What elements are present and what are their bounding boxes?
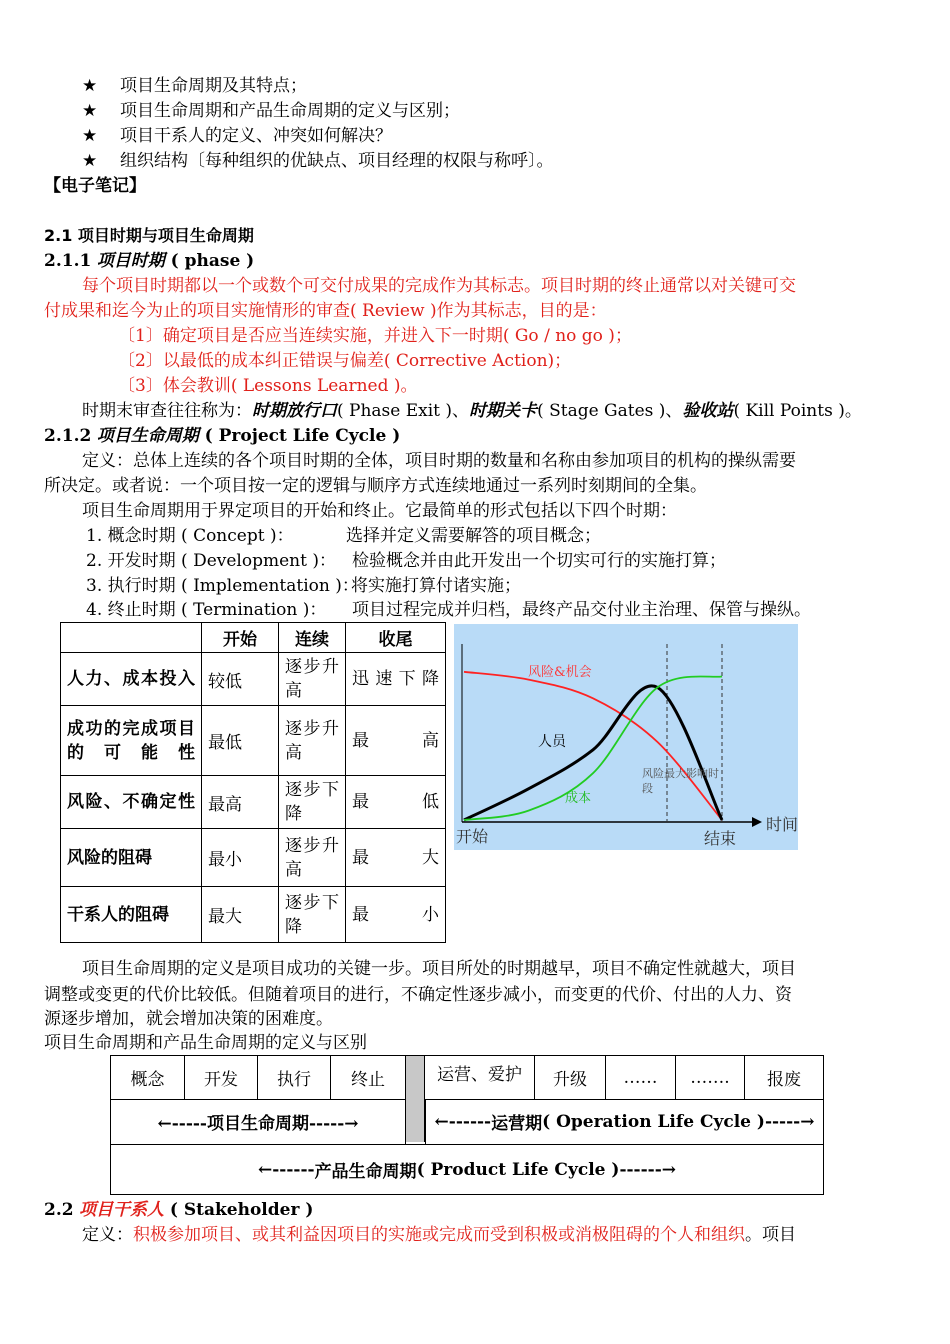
phase-item: 2. 开发时期 ( Development )： 检验概念并由此开发出一个切实可行的实施打算；: [86, 551, 726, 571]
section-2-1-1-heading: 2.1.1 项目时期 ( phase ): [44, 251, 255, 271]
phase-item: 3. 执行时期 ( Implementation )：: [86, 576, 359, 596]
product-lifecycle-cell: ←------ 产品生命周期 ( Product Life Cycle ) ------→: [257, 1159, 677, 1182]
goal-item: 〔3〕体会教训( Lessons Learned )。: [118, 376, 418, 396]
x-start-label: 开始: [456, 827, 489, 846]
lifecycle-characteristics-table: [60, 622, 446, 943]
series-label-cost: 成本: [565, 791, 592, 806]
table-header: [61, 623, 202, 653]
project-lifecycle-cell: ←-----项目生命周期-----→: [111, 1099, 406, 1144]
table-row: 成功的完成项目的可能性 最低 逐步升高 最高: [61, 706, 446, 776]
section-2-1-heading: 2.1 项目时期与项目生命周期: [44, 226, 254, 245]
table-header: 收尾: [346, 623, 446, 653]
phase-item: 1. 概念时期 ( Concept )： 选择并定义需要解答的项目概念；: [86, 526, 601, 546]
stage-cell: ……: [606, 1056, 676, 1099]
series-label-risk: 风险&机会: [528, 665, 592, 680]
table-row: 人力、成本投入 较低 逐步升高 迅速下降: [61, 653, 446, 706]
stage-cell: 终止: [331, 1056, 406, 1099]
stage-cell: 报废: [767, 1070, 801, 1090]
plc-paragraph-line2: 调整或变更的代价比较低。但随着项目的进行，不确定性逐步减小，而变更的代价、付出的人力、资: [44, 985, 792, 1005]
stage-cell: 概念: [111, 1056, 185, 1099]
table-header-row: [61, 623, 446, 653]
lifecycle-comparison-table: [110, 1055, 824, 1195]
stage-row: [111, 1056, 823, 1100]
lifecycle-chart: [454, 624, 798, 850]
x-end-label: 结束: [704, 829, 737, 848]
table-row: 风险的阻碍 最小 逐步升高 最大: [61, 829, 446, 887]
phase-definition-line2: 付成果和迄今为止的项目实施情形的审查( Review )作为其标志，目的是：: [44, 301, 607, 321]
plc-paragraph-line1: 项目生命周期的定义是项目成功的关键一步。项目所处的时期越早，项目不确定性就越大，项目: [82, 959, 796, 979]
lifecycle-row: [111, 1099, 823, 1145]
plc-paragraph-line3: 源逐步增加，就会增加决策的困难度。: [44, 1009, 333, 1029]
table-header: 连续: [279, 623, 346, 653]
phase-item-desc: 将实施打算付诸实施；: [351, 576, 521, 596]
goal-item: 〔1〕确定项目是否应当连续实施，并进入下一时期( Go / no go )；: [118, 326, 632, 346]
stakeholder-definition: 定义：积极参加项目、或其利益因项目的实施或完成而受到积极或消极阻碍的个人和组织。项目: [82, 1225, 796, 1245]
x-axis-label: 时间: [766, 815, 798, 834]
plc-definition-line1: 定义：总体上连续的各个项目时期的全体，项目时期的数量和名称由参加项目的机构的操纵需要: [82, 451, 796, 471]
stage-cell: 执行: [258, 1056, 331, 1099]
series-label-staff: 人员: [538, 734, 566, 750]
operation-lifecycle-cell: ←------ 运营期 ( Operation Life Cycle ) -----→: [425, 1099, 823, 1144]
stage-cell: 升级: [535, 1056, 606, 1099]
stage-cell: …….: [676, 1056, 745, 1099]
section-2-2-heading: 2.2 项目干系人 ( Stakeholder ): [44, 1200, 314, 1220]
phase-item: 4. 终止时期 ( Termination )： 项目过程完成并归档，最终产品交付业主治理、保管与操纵。: [86, 600, 811, 620]
lifecycle-comparison-heading: 项目生命周期和产品生命周期的定义与区别: [44, 1033, 367, 1053]
goal-item: 〔2〕以最低的成本纠正错误与偏差( Corrective Action)；: [118, 351, 572, 371]
stage-cell: 开发: [185, 1056, 258, 1099]
table-row: 干系人的阻碍 最大 逐步下降 最小: [61, 887, 446, 943]
section-2-1-2-heading: 2.1.2 项目生命周期 ( Project Life Cycle ): [44, 426, 401, 446]
table-row: 风险、不确定性 最高 逐步下降 最低: [61, 776, 446, 829]
review-names-line: 时期末审查往往称为：时期放行口( Phase Exit )、时期关卡( Stage Gates )、验收站( Kill Points )。: [82, 401, 862, 421]
notes-heading: 【电子笔记】: [44, 176, 146, 196]
table-header: 开始: [202, 623, 279, 653]
plc-definition-line2: 所决定。或者说：一个项目按一定的逻辑与顺序方式连续地通过一系列时刻期间的全集。: [44, 476, 707, 496]
influence-annotation: 风险最大影响时段: [642, 767, 719, 795]
plc-usage-line: 项目生命周期用于界定项目的开始和终止。它最简单的形式包括以下四个时期：: [82, 501, 677, 521]
phase-definition-line1: 每个项目时期都以一个或数个可交付成果的完成作为其标志。项目时期的终止通常以对关键可交: [82, 276, 796, 296]
stage-cell: 运营、爱护: [425, 1056, 535, 1099]
